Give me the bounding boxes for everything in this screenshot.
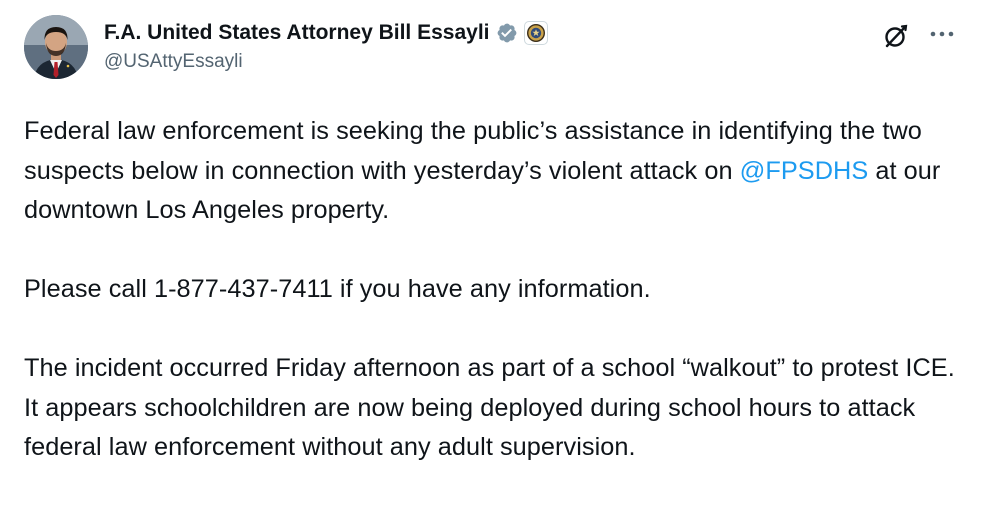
tweet-text-segment: Federal law enforcement is seeking the public’s assistance in identifying the two suspects below in connection with yesterday’s violent attack on [24,117,922,185]
paragraph-gap [24,231,974,271]
more-options-button[interactable] [924,20,960,48]
verified-badge-icon[interactable] [496,22,518,44]
tweet-text [24,112,974,468]
grok-icon [882,22,910,50]
doj-seal-icon[interactable] [524,21,548,45]
tweet-header [104,18,548,73]
display-name[interactable]: F.A. United States Attorney Bill Essayli [104,21,490,44]
avatar[interactable] [24,15,88,79]
tweet-text-segment: at our downtown Los Angeles property. [24,156,941,224]
more-options-icon [928,30,956,38]
handle[interactable]: @USAttyEssayli [104,51,243,72]
tweet-paragraph-1 [24,112,974,231]
tweet-paragraph-3: The incident occurred Friday afternoon as part of a school “walkout” to protest ICE. It appears schoolchildren are now being deployed during school hours to attack federal law enforcement without any adult supervision. [24,354,955,461]
paragraph-gap [24,310,974,350]
tweet-paragraph-2: Please call 1-877-437-7411 if you have any information. [24,275,651,303]
name-row [104,18,548,48]
mention-link[interactable]: @FPSDHS [739,156,869,185]
grok-button[interactable] [880,20,912,52]
